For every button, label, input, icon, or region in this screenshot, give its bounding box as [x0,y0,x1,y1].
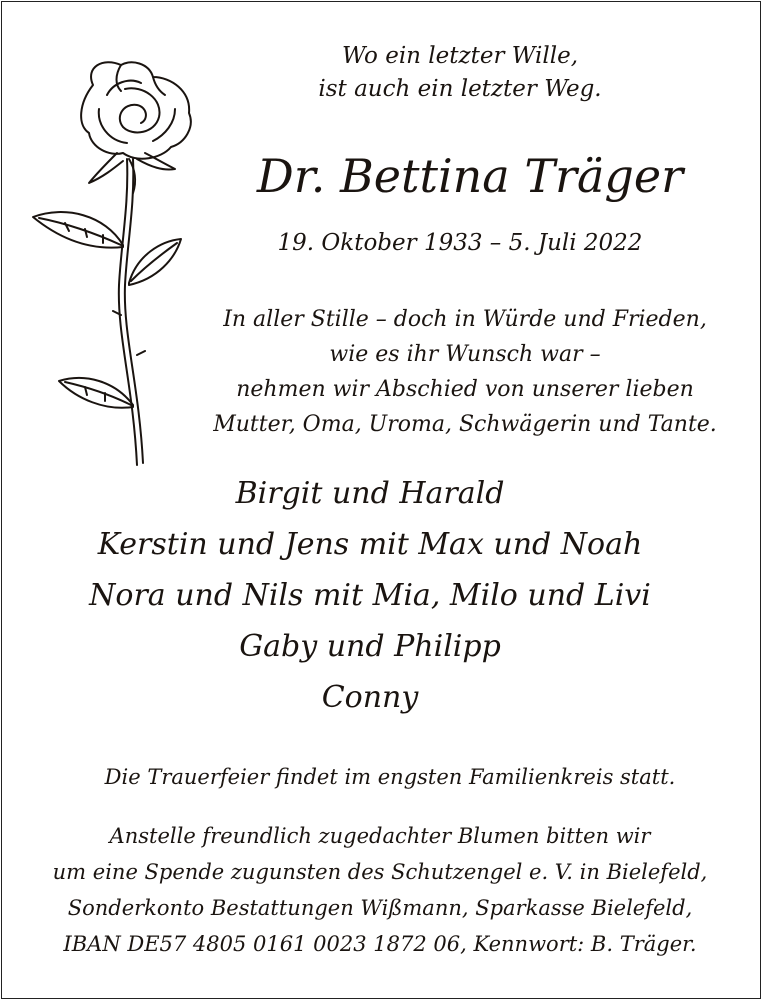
donation-line: Sonderkonto Bestattungen Wißmann, Sparkasse Bielefeld, [67,896,693,920]
farewell-line: wie es ihr Wunsch war – [329,342,601,367]
opening-quote [270,40,650,106]
donation-line: Anstelle freundlich zugedachter Blumen bitten wir [109,824,651,848]
mourner-entry: Gaby und Philipp [239,629,501,664]
mourner-entry: Kerstin und Jens mit Max und Noah [97,527,643,562]
mourner-entry: Conny [321,680,419,715]
farewell-line: nehmen wir Abschied von unserer lieben [236,377,694,402]
life-dates: 19. Oktober 1933 – 5. Juli 2022 [277,230,643,256]
mourner-entry: Birgit und Harald [235,476,505,511]
mourner-entry: Nora und Nils mit Mia, Milo und Livi [89,578,651,613]
ceremony-note: Die Trauerfeier findet im engsten Familienkreis statt. [104,765,676,789]
mourners-list [60,468,680,723]
donation-request [20,818,740,962]
quote-line: ist auch ein letzter Weg. [318,76,602,102]
quote-line: Wo ein letzter Wille, [341,43,579,69]
farewell-text [185,302,745,442]
deceased-name: Dr. Bettina Träger [256,149,684,203]
donation-line: um eine Spende zugunsten des Schutzengel e. V. in Bielefeld, [52,860,708,884]
farewell-line: In aller Stille – doch in Würde und Frieden, [223,307,707,332]
farewell-line: Mutter, Oma, Uroma, Schwägerin und Tante. [213,412,717,437]
donation-line: IBAN DE57 4805 0161 0023 1872 06, Kennwort: B. Träger. [63,932,697,956]
